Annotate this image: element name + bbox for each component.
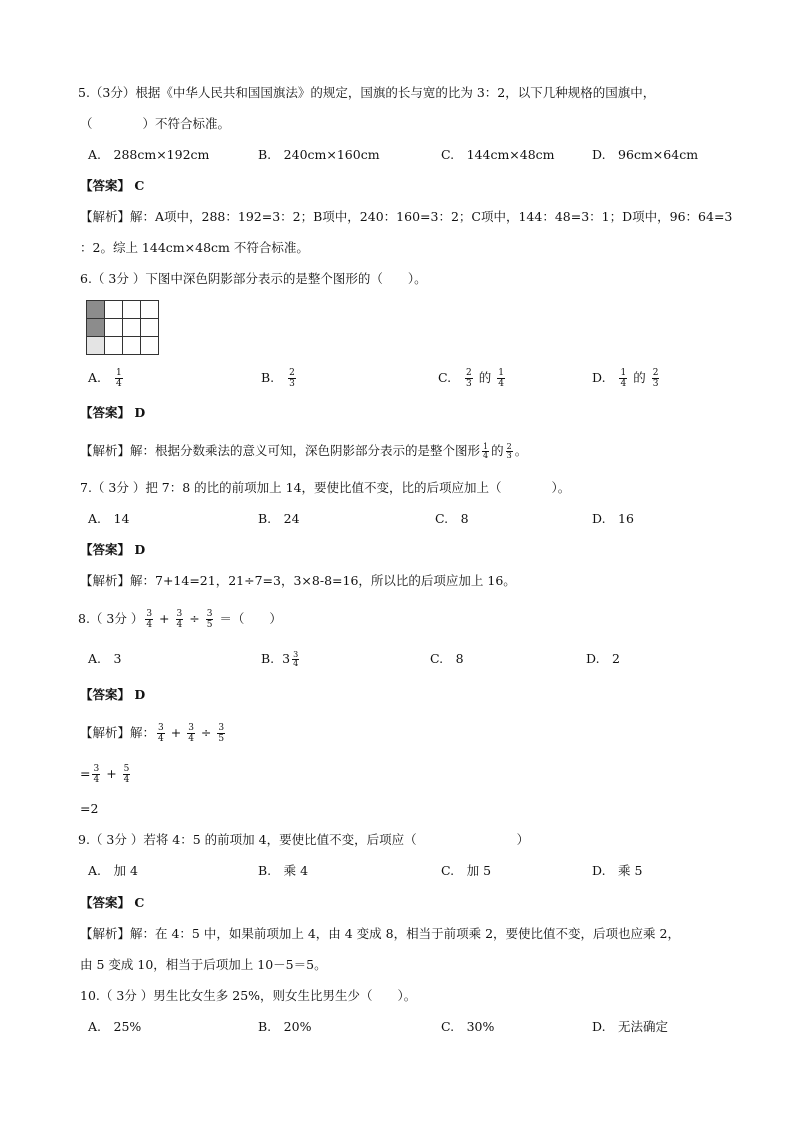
q10-option-c: C. 30% bbox=[441, 1019, 495, 1034]
grid-cell-dark bbox=[87, 301, 105, 319]
q6-option-d: D. $\frac{1}{4}$ 的 $\frac{2}{3}$ bbox=[592, 368, 659, 389]
q5-option-c: C. 144cm×48cm bbox=[441, 147, 555, 162]
grid-cell bbox=[141, 337, 159, 355]
q6-stem: 6.（ 3分 ）下图中深色阴影部分表示的是整个图形的（ ）。 bbox=[80, 271, 427, 286]
q9-option-c: C. 加 5 bbox=[441, 863, 492, 878]
q5-stem: 5.（3分）根据《中华人民共和国国旗法》的规定，国旗的长与宽的比为 3：2，以下几种规格的国旗中， bbox=[78, 85, 656, 100]
q5-answer: 【答案】 C bbox=[80, 178, 145, 193]
fraction: $\frac{1}{4}$ bbox=[115, 368, 122, 389]
fraction: $\frac{3}{4}$ bbox=[188, 723, 194, 744]
grid-cell bbox=[141, 319, 159, 337]
q9-analysis-line1: 【解析】解：在 4：5 中，如果前项加上 4，由 4 变成 8，相当于前项乘 2，要使比值不变，后项也应乘 2， bbox=[80, 926, 680, 941]
fraction: $\frac{2}{3}$ bbox=[289, 368, 295, 389]
q5-option-d: D. 96cm×64cm bbox=[592, 147, 699, 162]
q8-option-a: A. 3 bbox=[88, 651, 122, 666]
q5-analysis-line2: ：2。综上 144cm×48cm 不符合标准。 bbox=[80, 240, 309, 255]
fraction: $\frac{5}{4}$ bbox=[123, 764, 130, 785]
q10-option-a: A. 25% bbox=[88, 1019, 142, 1034]
q5-stem-cont: （ ）不符合标准。 bbox=[80, 116, 231, 131]
q10-option-b: B. 20% bbox=[258, 1019, 312, 1034]
fraction: $\frac{3}{4}$ bbox=[146, 609, 153, 630]
q7-stem: 7.（ 3分 ）把 7：8 的比的前项加上 14，要使比值不变，比的后项应加上（ ）。 bbox=[80, 480, 571, 495]
q8-answer: 【答案】 D bbox=[80, 687, 146, 702]
q9-option-a: A. 加 4 bbox=[88, 863, 138, 878]
q7-option-d: D. 16 bbox=[592, 511, 634, 526]
grid-cell-light bbox=[87, 337, 105, 355]
q9-answer: 【答案】 C bbox=[80, 895, 145, 910]
q8-option-b: B. 3 $\frac{3}{4}$ bbox=[261, 650, 299, 668]
q6-answer: 【答案】 D bbox=[80, 405, 146, 420]
q6-option-a: A. $\frac{1}{4}$ bbox=[88, 368, 122, 389]
q8-analysis-step2: = $\frac{3}{4}$ + $\frac{5}{4}$ bbox=[80, 764, 130, 785]
grid-cell bbox=[141, 301, 159, 319]
q6-shaded-grid-figure bbox=[86, 300, 159, 355]
q7-option-b: B. 24 bbox=[258, 511, 300, 526]
q8-analysis-step3: =2 bbox=[80, 801, 99, 816]
fraction: $\frac{1}{4}$ bbox=[620, 368, 627, 389]
fraction: $\frac{3}{5}$ bbox=[206, 609, 213, 630]
fraction: $\frac{3}{5}$ bbox=[218, 723, 225, 744]
q6-option-c: C. $\frac{2}{3}$ 的 $\frac{1}{4}$ bbox=[438, 368, 504, 389]
q10-option-d: D. 无法确定 bbox=[592, 1019, 669, 1034]
fraction: $\frac{3}{4}$ bbox=[176, 609, 183, 630]
fraction: $\frac{3}{4}$ bbox=[293, 650, 299, 668]
grid-cell bbox=[105, 319, 123, 337]
q7-analysis: 【解析】解：7+14=21，21÷7=3，3×8-8=16，所以比的后项应加上 16。 bbox=[80, 573, 516, 588]
grid-cell bbox=[123, 337, 141, 355]
q9-stem: 9.（ 3分 ）若将 4：5 的前项加 4，要使比值不变，后项应（ ） bbox=[78, 832, 530, 847]
grid-cell bbox=[105, 301, 123, 319]
grid-cell bbox=[123, 301, 141, 319]
q8-option-c: C. 8 bbox=[430, 651, 464, 666]
fraction: $\frac{2}{3}$ bbox=[466, 368, 472, 389]
fraction: $\frac{2}{3}$ bbox=[506, 442, 512, 460]
q7-option-a: A. 14 bbox=[88, 511, 130, 526]
q10-stem: 10.（ 3分 ）男生比女生多 25%，则女生比男生少（ ）。 bbox=[80, 988, 417, 1003]
grid-cell-dark bbox=[87, 319, 105, 337]
q5-analysis-line1: 【解析】解：A项中，288：192=3：2；B项中，240：160=3：2；C项中，144：48=3：1；D项中，96：64=3 bbox=[80, 209, 733, 224]
q5-option-b: B. 240cm×160cm bbox=[258, 147, 380, 162]
fraction: $\frac{3}{4}$ bbox=[93, 764, 100, 785]
q5-option-a: A. 288cm×192cm bbox=[88, 147, 210, 162]
q6-analysis: 【解析】解：根据分数乘法的意义可知，深色阴影部分表示的是整个图形 $\frac{1}{4}$ 的 $\frac{2}{3}$ 。 bbox=[80, 442, 528, 460]
q9-option-b: B. 乘 4 bbox=[258, 863, 309, 878]
q8-option-d: D. 2 bbox=[586, 651, 621, 666]
fraction: $\frac{1}{4}$ bbox=[483, 442, 489, 460]
grid-cell bbox=[105, 337, 123, 355]
q6-option-b: B. $\frac{2}{3}$ bbox=[261, 368, 295, 389]
q8-stem: 8.（ 3分 ） $\frac{3}{4}$ + $\frac{3}{4}$ ÷ $\frac{3}{5}$ ＝（ ） bbox=[78, 609, 282, 630]
grid-cell bbox=[123, 319, 141, 337]
fraction: $\frac{3}{4}$ bbox=[158, 723, 164, 744]
fraction: $\frac{2}{3}$ bbox=[652, 368, 659, 389]
q7-option-c: C. 8 bbox=[435, 511, 469, 526]
q9-analysis-line2: 由 5 变成 10，相当于后项加上 10－5＝5。 bbox=[80, 957, 327, 972]
q8-analysis: 【解析】解： $\frac{3}{4}$ + $\frac{3}{4}$ ÷ $\frac{3}{5}$ bbox=[80, 723, 225, 744]
q9-option-d: D. 乘 5 bbox=[592, 863, 643, 878]
q7-answer: 【答案】 D bbox=[80, 542, 146, 557]
fraction: $\frac{1}{4}$ bbox=[498, 368, 504, 389]
